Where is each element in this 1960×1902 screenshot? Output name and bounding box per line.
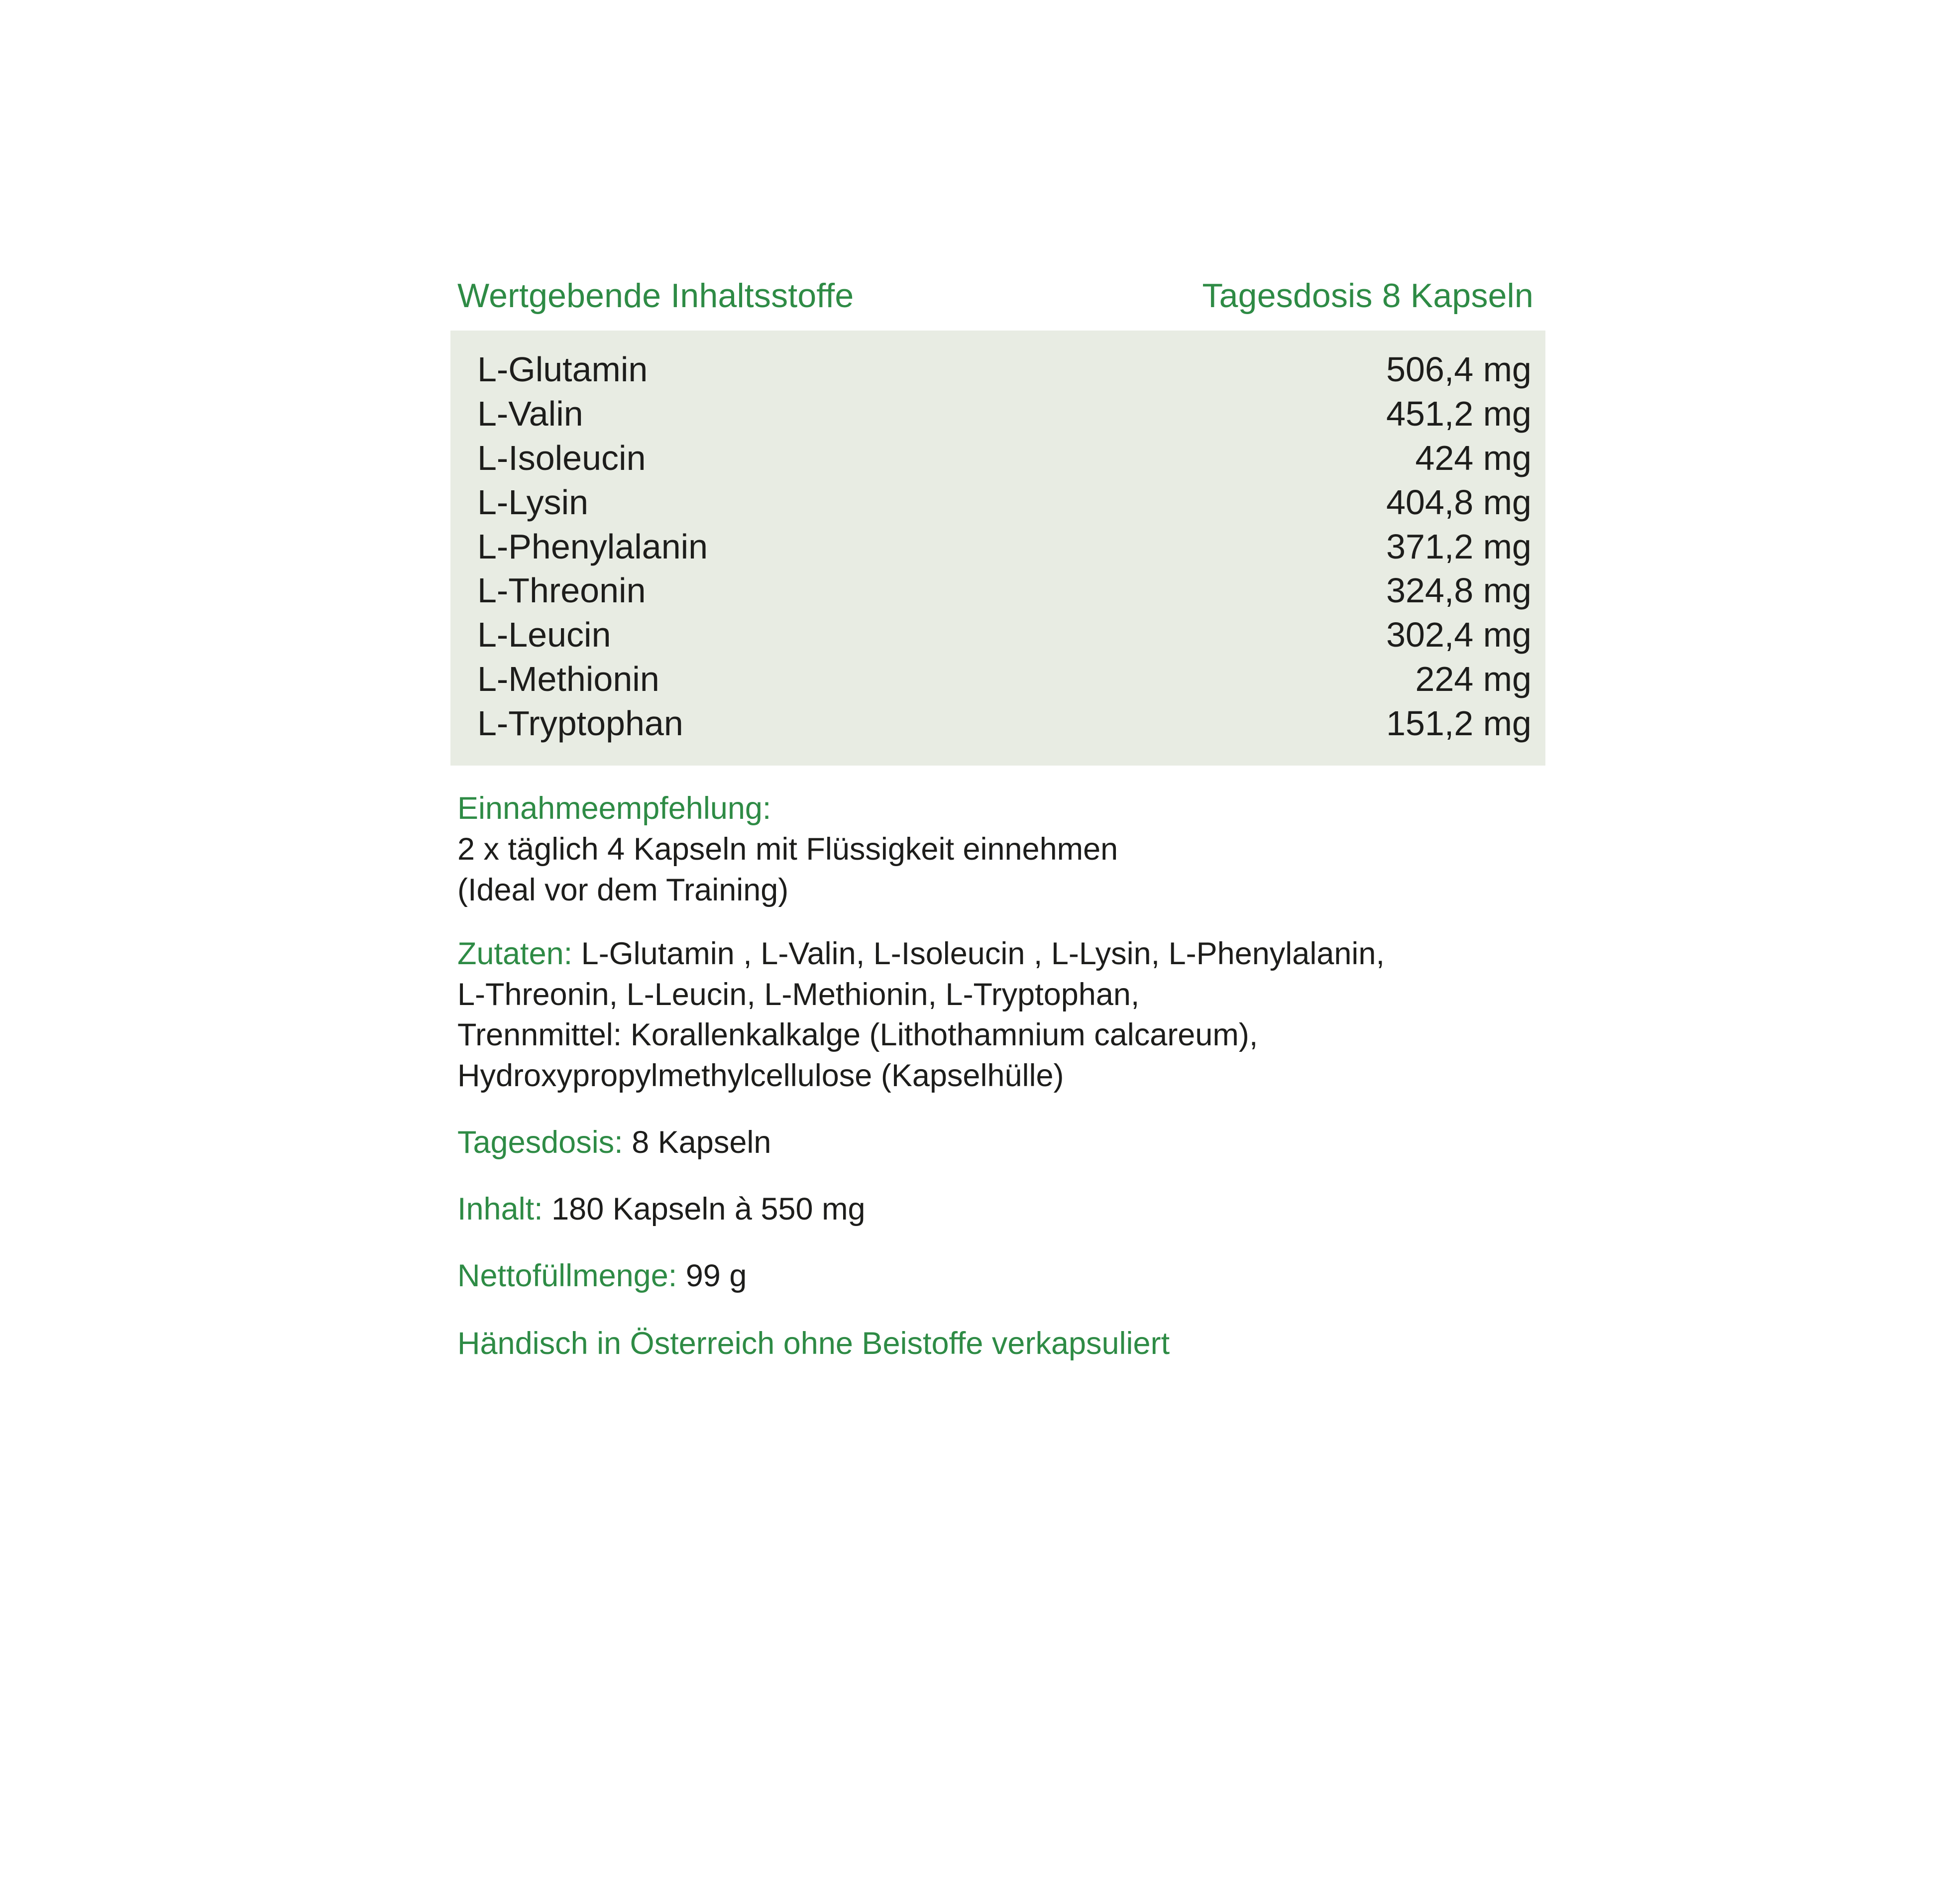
- table-row: [477, 392, 1531, 436]
- table-header-ingredients: Wertgebende Inhaltsstoffe: [457, 277, 854, 315]
- table-row: [477, 701, 1531, 746]
- ingredients-line-4: Hydroxypropylmethylcellulose (Kapselhülle): [457, 1058, 1064, 1094]
- table-row: [477, 525, 1531, 569]
- nutrient-name: L-Methionin: [477, 660, 659, 699]
- contents-line: [450, 1189, 1545, 1230]
- daily-dose-value: 8 Kapseln: [623, 1125, 771, 1160]
- nutrient-value: 324,8 mg: [1386, 571, 1531, 610]
- intake-line-2: (Ideal vor dem Training): [457, 872, 789, 907]
- table-row: [477, 657, 1531, 701]
- footer-note: Händisch in Österreich ohne Beistoffe verkapsuliert: [457, 1326, 1170, 1361]
- nutrition-table: [450, 331, 1545, 766]
- daily-dose-label: Tagesdosis:: [457, 1125, 623, 1160]
- ingredients-label: Zutaten:: [457, 936, 573, 971]
- contents-label: Inhalt:: [457, 1192, 543, 1227]
- net-quantity-value: 99 g: [677, 1258, 747, 1294]
- table-header: [450, 279, 1545, 313]
- nutrient-value: 404,8 mg: [1386, 482, 1531, 522]
- nutrient-name: L-Leucin: [477, 615, 611, 655]
- nutrient-value: 506,4 mg: [1386, 350, 1531, 389]
- daily-dose-line: [450, 1122, 1545, 1163]
- ingredients-section: [450, 934, 1545, 1097]
- table-header-dose: Tagesdosis 8 Kapseln: [1202, 277, 1533, 315]
- nutrient-value: 424 mg: [1415, 438, 1531, 477]
- table-row: [477, 436, 1531, 480]
- ingredients-line-2: L-Threonin, L-Leucin, L-Methionin, L-Tryptophan,: [457, 977, 1140, 1012]
- nutrient-value: 151,2 mg: [1386, 704, 1531, 743]
- nutrient-name: L-Glutamin: [477, 350, 648, 389]
- table-row: [477, 347, 1531, 392]
- nutrient-name: L-Isoleucin: [477, 438, 646, 477]
- intake-line-1: 2 x täglich 4 Kapseln mit Flüssigkeit einnehmen: [457, 831, 1118, 867]
- nutrient-value: 451,2 mg: [1386, 394, 1531, 433]
- nutrient-name: L-Tryptophan: [477, 704, 683, 743]
- intake-recommendation: [450, 788, 1545, 911]
- nutrient-value: 224 mg: [1415, 660, 1531, 699]
- table-row: [477, 568, 1531, 613]
- intake-heading: Einnahmeempfehlung:: [457, 791, 771, 826]
- nutrient-name: L-Lysin: [477, 482, 589, 522]
- ingredients-line-1: L-Glutamin , L-Valin, L-Isoleucin , L-Lysin, L-Phenylalanin,: [572, 936, 1385, 971]
- table-row: [477, 613, 1531, 657]
- contents-value: 180 Kapseln à 550 mg: [543, 1192, 866, 1227]
- net-quantity-line: [450, 1256, 1545, 1297]
- nutrient-name: L-Valin: [477, 394, 583, 433]
- nutrient-value: 302,4 mg: [1386, 615, 1531, 655]
- table-row: [477, 480, 1531, 525]
- net-quantity-label: Nettofüllmenge:: [457, 1258, 677, 1294]
- nutrition-label: [450, 279, 1545, 1364]
- nutrient-name: L-Phenylalanin: [477, 527, 708, 566]
- ingredients-line-3: Trennmittel: Korallenkalkalge (Lithothamnium calcareum),: [457, 1017, 1258, 1053]
- nutrient-value: 371,2 mg: [1386, 527, 1531, 566]
- nutrient-name: L-Threonin: [477, 571, 646, 610]
